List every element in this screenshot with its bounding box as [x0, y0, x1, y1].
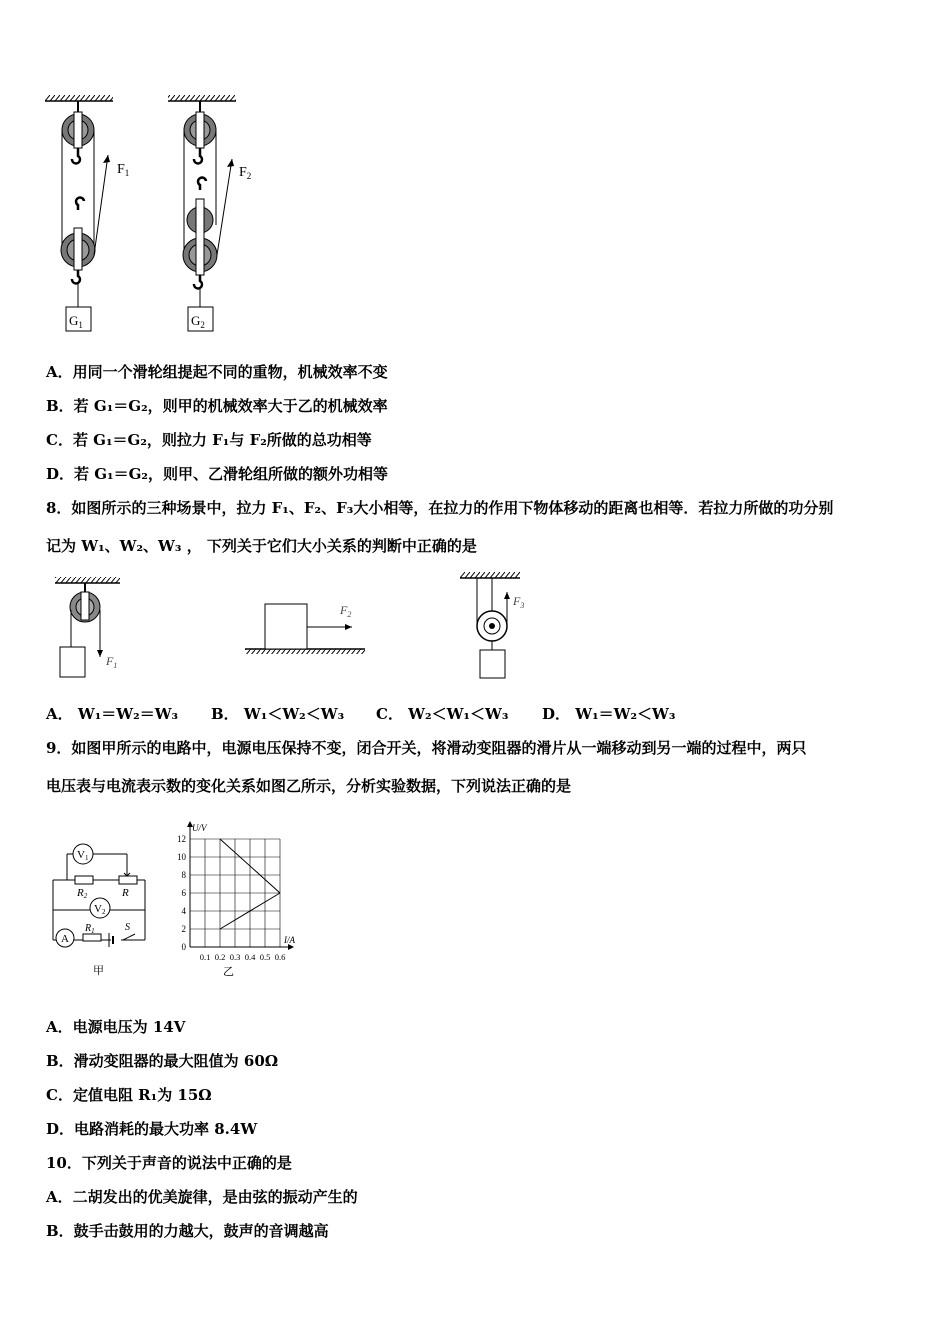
q9-chart: [160, 815, 305, 980]
x-tick-label: 0.6: [274, 952, 286, 962]
switch-label: S: [125, 922, 130, 933]
x-tick-label: 0.3: [229, 952, 241, 962]
y-axis-label: U/V: [192, 823, 207, 833]
r1-label: $R_1$: [85, 923, 95, 935]
r2-label: R2: [77, 887, 88, 900]
q8-f2-label: $F_2$: [340, 603, 352, 619]
q9-option-a: A．电源电压为 14V: [46, 1018, 186, 1036]
v1-label: V1: [77, 849, 89, 862]
chart-caption: 乙: [223, 966, 234, 978]
x-tick-label: 0.2: [214, 952, 226, 962]
x-tick-label: 0.5: [259, 952, 271, 962]
y-tick-label: 2: [181, 924, 186, 934]
q8-f3-label: $F_3$: [513, 594, 525, 610]
x-tick-label: 0.1: [199, 952, 211, 962]
v2-label: V2: [94, 903, 106, 916]
x-tick-label: 0.4: [244, 952, 256, 962]
y-tick-label: 10: [177, 852, 186, 862]
r-label: R: [122, 887, 129, 899]
q7-option-b: B．若 G₁＝G₂，则甲的机械效率大于乙的机械效率: [46, 397, 388, 415]
q7-option-c: C．若 G₁＝G₂，则拉力 F₁与 F₂所做的总功相等: [46, 431, 372, 449]
q10-option-b: B．鼓手击鼓用的力越大，鼓声的音调越高: [46, 1222, 329, 1240]
q9-option-b: B．滑动变阻器的最大阻值为 60Ω: [46, 1052, 279, 1070]
q8-figure: [40, 572, 540, 687]
q8-stem-line1: 8．如图所示的三种场景中，拉力 F₁、F₂、F₃大小相等，在拉力的作用下物体移动的距离也相等．若拉力所做的功分别: [46, 499, 834, 517]
q8-option-c: C． W₂＜W₁＜W₃: [376, 705, 509, 723]
q9-circuit: [45, 830, 160, 980]
q8-options: [46, 703, 926, 723]
q8-option-d: D． W₁＝W₂＜W₃: [542, 705, 676, 723]
q8-option-b: B． W₁＜W₂＜W₃: [211, 705, 345, 723]
q9-option-d: D．电路消耗的最大功率 8.4W: [46, 1120, 258, 1138]
q9-stem-line1: 9．如图甲所示的电路中，电源电压保持不变，闭合开关，将滑动变阻器的滑片从一端移动到另一端的过程中，两只: [46, 739, 807, 757]
q8-option-a: A． W₁＝W₂＝W₃: [46, 705, 179, 723]
x-axis-label: I/A: [284, 935, 295, 945]
ammeter-label: A: [61, 933, 69, 945]
y-tick-label: 12: [177, 834, 186, 844]
g2-label: $G_2$: [191, 313, 205, 330]
f1-label: $F_1$: [117, 162, 130, 178]
q8-f1-label: $F_1$: [106, 654, 118, 670]
g1-label: $G_1$: [69, 313, 83, 330]
q9-stem-line2: 电压表与电流表示数的变化关系如图乙所示，分析实验数据，下列说法正确的是: [46, 777, 572, 795]
q7-pulley-figure: [40, 95, 280, 340]
q7-option-a: A．用同一个滑轮组提起不同的重物，机械效率不变: [46, 363, 388, 381]
y-tick-label: 8: [181, 870, 186, 880]
y-tick-label: 6: [181, 888, 186, 898]
q9-option-c: C．定值电阻 R₁为 15Ω: [46, 1086, 212, 1104]
origin-label: 0: [181, 942, 186, 952]
q8-stem-line2: 记为 W₁、W₂、W₃ ， 下列关于它们大小关系的判断中正确的是: [46, 537, 477, 555]
circuit-caption: 甲: [93, 965, 104, 977]
q7-option-d: D．若 G₁＝G₂，则甲、乙滑轮组所做的额外功相等: [46, 465, 388, 483]
q10-option-a: A．二胡发出的优美旋律，是由弦的振动产生的: [46, 1188, 358, 1206]
f2-label: $F_2$: [239, 165, 252, 181]
y-tick-label: 4: [181, 906, 186, 916]
q10-stem: 10．下列关于声音的说法中正确的是: [46, 1154, 292, 1172]
